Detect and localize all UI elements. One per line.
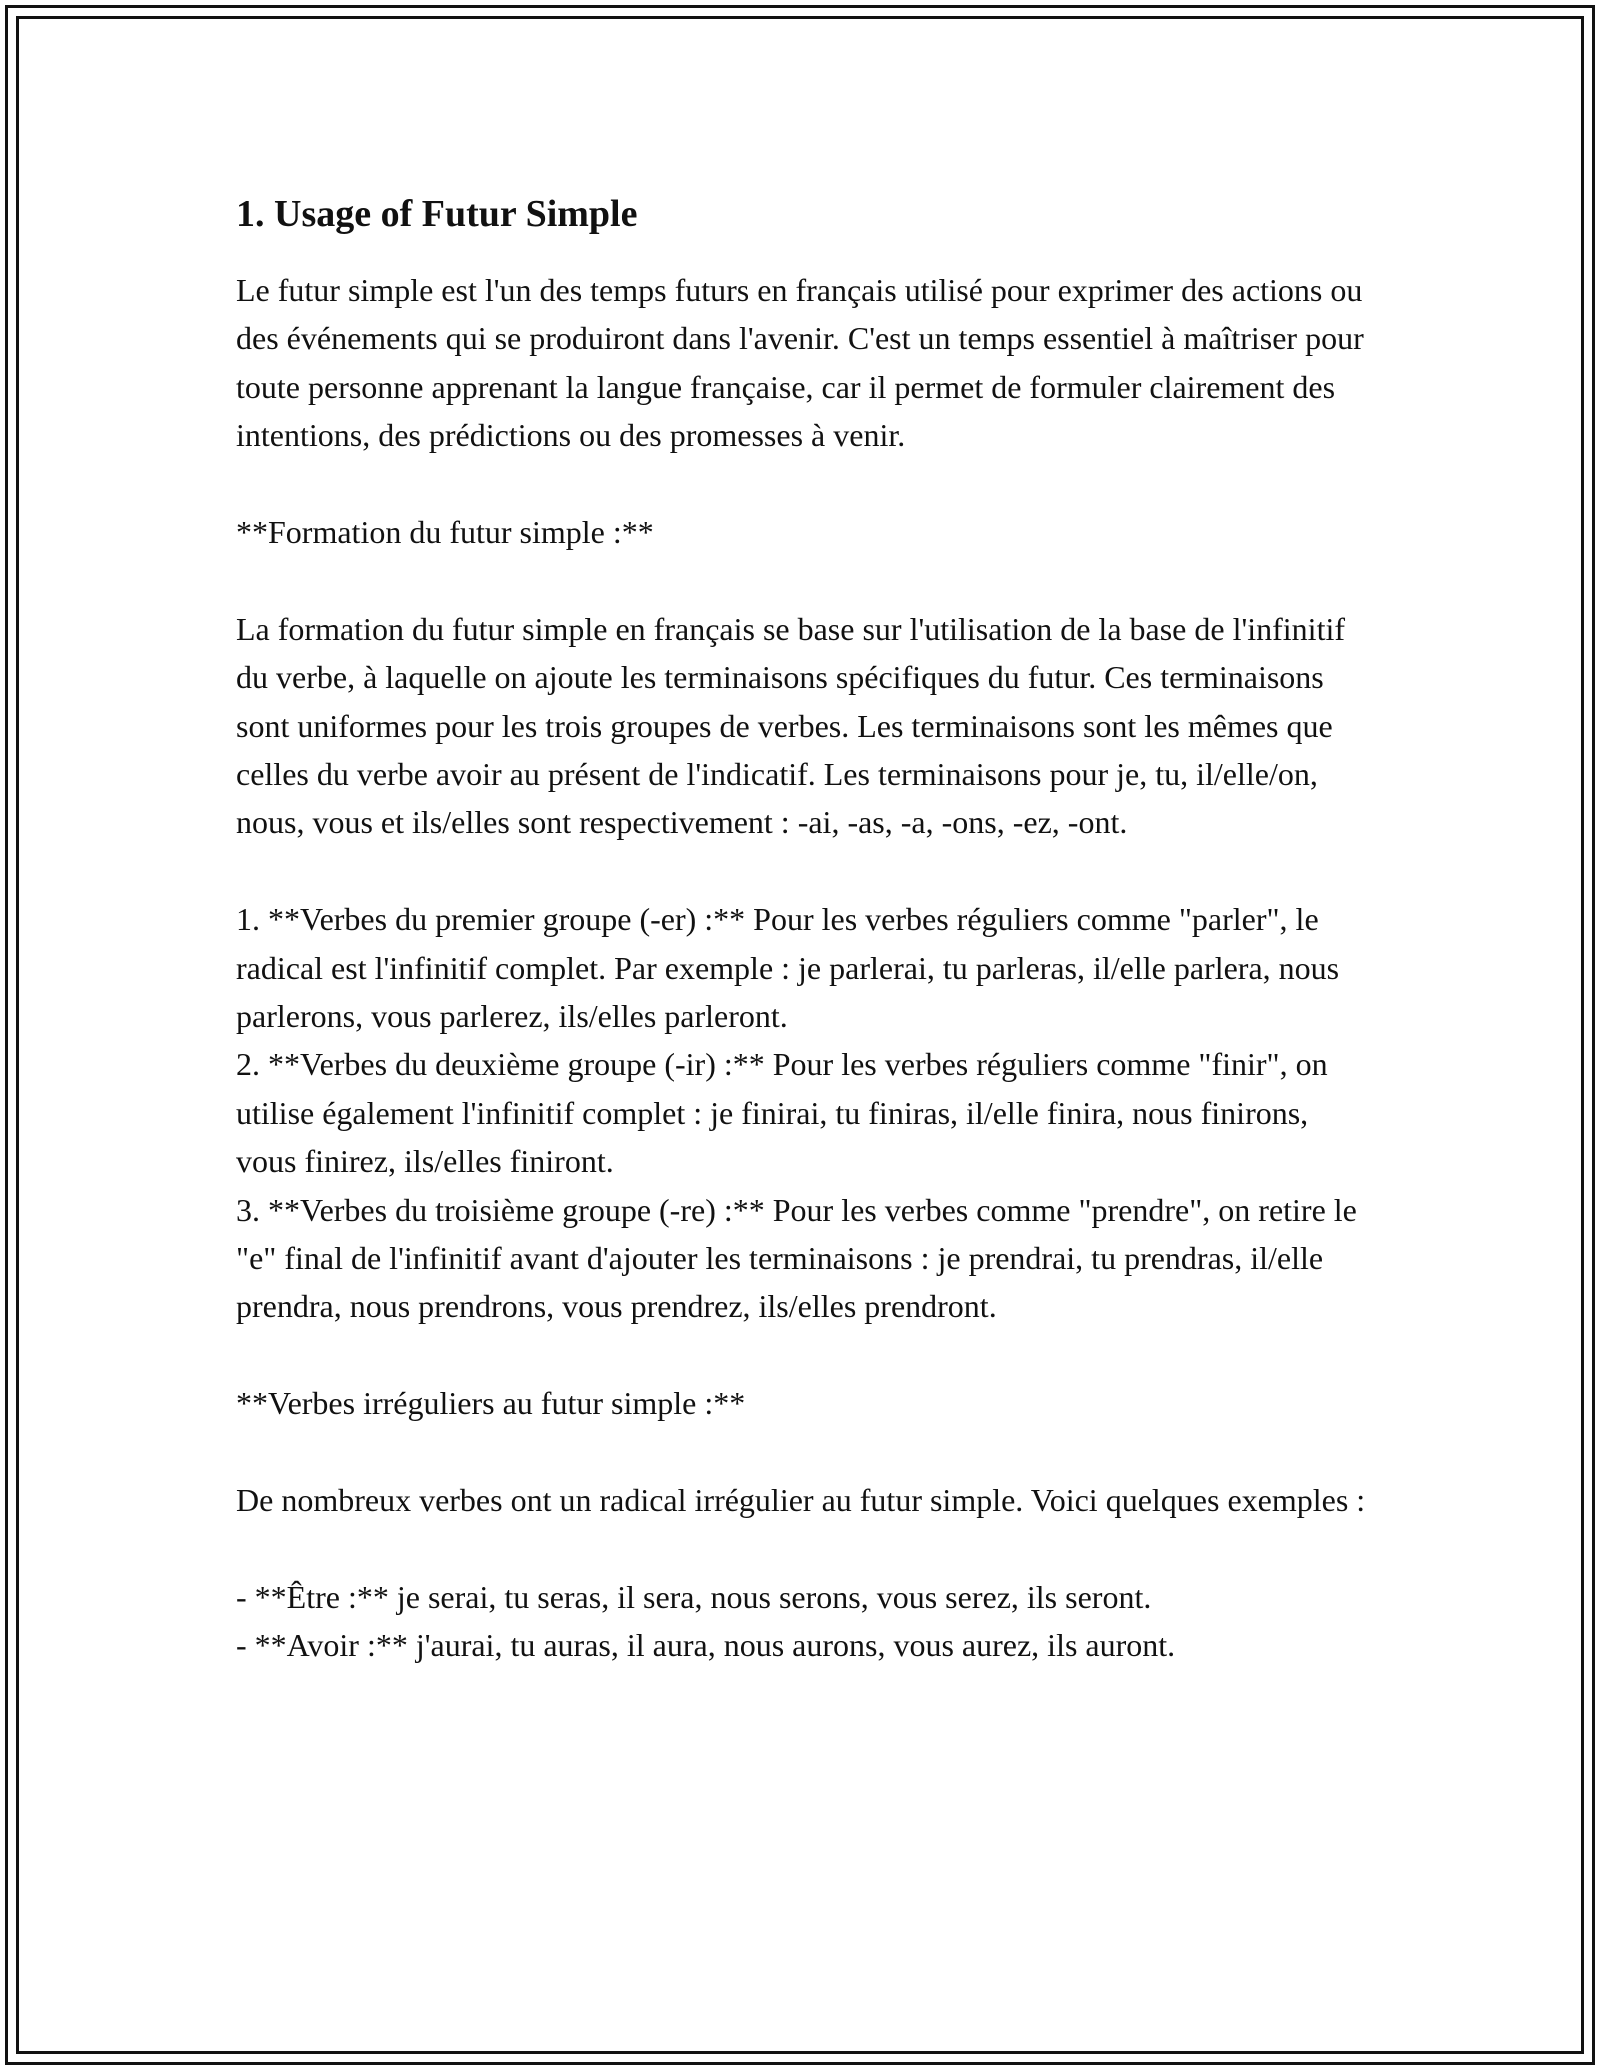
verb-group-item: 2. **Verbes du deuxième groupe (-ir) :** Pour les verbes réguliers comme "finir", on utilise également l'infinitif complet : je finirai, tu finiras, il/elle finira, nous finirons, vous finirez, ils/elles finiront.: [236, 1046, 1328, 1180]
verb-groups-list: [236, 895, 1366, 1331]
intro-paragraph: Le futur simple est l'un des temps futurs en français utilisé pour exprimer des actions ou des événements qui se produiront dans l'avenir. C'est un temps essentiel à maîtriser pour toute personne apprenant la langue française, car il permet de formuler clairement des intentions, des prédictions ou des promesses à venir.: [236, 272, 1364, 454]
formation-paragraph: La formation du futur simple en français se base sur l'utilisation de la base de l'infinitif du verbe, à laquelle on ajoute les terminaisons spécifiques du futur. Ces terminaisons sont uniformes pour les trois groupes de verbes. Les terminaisons sont les mêmes que celles du verbe avoir au présent de l'indicatif. Les terminaisons pour je, tu, il/elle/on, nous, vous et ils/elles sont respectivement : -ai, -as, -a, -ons, -ez, -ont.: [236, 610, 1345, 841]
document-body: [236, 188, 1366, 1718]
irregular-examples-list: [236, 1573, 1366, 1670]
irregular-example-item: - **Avoir :** j'aurai, tu auras, il aura, nous aurons, vous aurez, ils auront.: [236, 1627, 1176, 1664]
verb-group-item: 3. **Verbes du troisième groupe (-re) :** Pour les verbes comme "prendre", on retire le "e" final de l'infinitif avant d'ajouter les terminaisons : je prendrai, tu prendras, il/elle prendra, nous prendrons, vous prendrez, ils/elles prendront.: [236, 1191, 1357, 1325]
section-heading: 1. Usage of Futur Simple: [236, 193, 638, 235]
irregular-example-item: - **Être :** je serai, tu seras, il sera, nous serons, vous serez, ils seront.: [236, 1578, 1152, 1615]
verb-group-item: 1. **Verbes du premier groupe (-er) :** Pour les verbes réguliers comme "parler", le radical est l'infinitif complet. Par exemple : je parlerai, tu parleras, il/elle parlera, nous parlerons, vous parlerez, ils/elles parleront.: [236, 901, 1340, 1035]
irregular-title: **Verbes irréguliers au futur simple :**: [236, 1385, 746, 1422]
irregular-intro: De nombreux verbes ont un radical irrégulier au futur simple. Voici quelques exemples :: [236, 1482, 1366, 1519]
formation-title: **Formation du futur simple :**: [236, 514, 654, 551]
